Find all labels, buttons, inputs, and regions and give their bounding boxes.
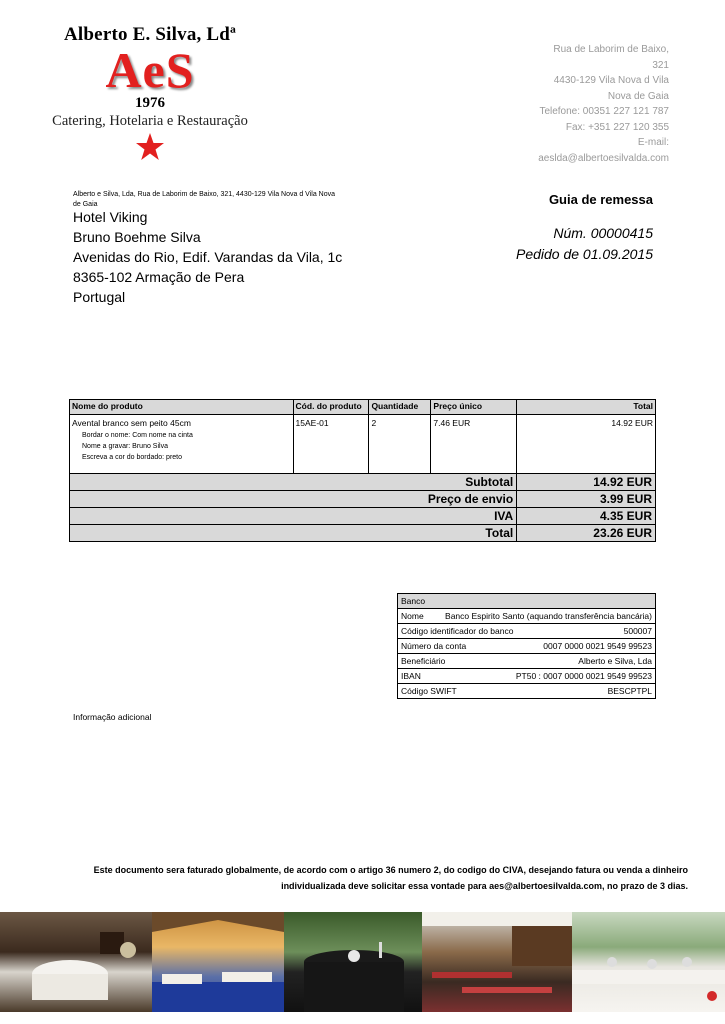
product-unit-price: 7.46 EUR bbox=[431, 415, 517, 490]
bank-name-label: Nome bbox=[401, 611, 424, 621]
shipping-label: Preço de envio bbox=[70, 491, 517, 508]
subtotal-label: Subtotal bbox=[70, 474, 517, 491]
product-name: Avental branco sem peito 45cm bbox=[72, 418, 191, 428]
bank-swift-value: BESCPTPL bbox=[607, 686, 652, 696]
product-code: 15AE-01 bbox=[293, 415, 369, 490]
bank-row bbox=[398, 684, 656, 699]
bank-header: Banco bbox=[398, 594, 656, 609]
product-total: 14.92 EUR bbox=[517, 415, 656, 490]
logo-monogram: AeS bbox=[105, 42, 195, 98]
bank-beneficiary-label: Beneficiário bbox=[401, 656, 446, 666]
total-label: Total bbox=[70, 525, 517, 542]
totals-row-shipping bbox=[70, 491, 656, 508]
address-email: aeslda@albertoesilvalda.com bbox=[538, 152, 669, 164]
shipping-value: 3.99 EUR bbox=[517, 491, 656, 508]
bank-details-table bbox=[397, 593, 656, 699]
recipient-country: Portugal bbox=[73, 289, 126, 305]
address-fax: Fax: +351 227 120 355 bbox=[565, 121, 669, 133]
recipient-street: Avenidas do Rio, Edif. Varandas da Vila, 1c bbox=[73, 249, 343, 265]
subtotal-value: 14.92 EUR bbox=[517, 474, 656, 491]
header-product-name: Nome do produto bbox=[70, 400, 294, 415]
header-product-code: Cód. do produto bbox=[293, 400, 369, 415]
footer-note-line: individualizada deve solicitar essa vontade para aes@albertoesilvalda.com, no prazo de 3 dias. bbox=[281, 881, 688, 891]
logo-company-name: Alberto E. Silva, Ldª bbox=[64, 24, 236, 45]
address-line: Nova de Gaia bbox=[607, 90, 669, 102]
product-option: Bordar o nome: Com nome na cinta bbox=[82, 432, 193, 439]
restaurant-photo bbox=[422, 912, 572, 1012]
bank-swift-cell bbox=[398, 684, 656, 699]
totals-table bbox=[69, 473, 656, 542]
header-quantity: Quantidade bbox=[369, 400, 431, 415]
bank-code-cell bbox=[398, 624, 656, 639]
bank-account-cell bbox=[398, 639, 656, 654]
footer-note-line: Este documento sera faturado globalmente, de acordo com o artigo 36 numero 2, do codigo do CIVA, desejando fatura ou venda a dinheiro bbox=[93, 865, 688, 875]
totals-row-vat bbox=[70, 508, 656, 525]
address-line: 4430-129 Vila Nova d Vila bbox=[553, 75, 669, 86]
address-line: Rua de Laborim de Baixo, bbox=[553, 44, 669, 55]
bank-account-label: Número da conta bbox=[401, 641, 467, 651]
vat-label: IVA bbox=[70, 508, 517, 525]
bank-iban-cell bbox=[398, 669, 656, 684]
recipient-city: 8365-102 Armação de Pera bbox=[73, 269, 245, 285]
logo-year: 1976 bbox=[135, 95, 165, 111]
bank-account-value: 0007 0000 0021 9549 99523 bbox=[543, 641, 652, 651]
bank-row bbox=[398, 669, 656, 684]
total-value: 23.26 EUR bbox=[517, 525, 656, 542]
order-date: Pedido de 01.09.2015 bbox=[515, 246, 653, 262]
star-icon bbox=[30, 133, 270, 166]
recipient-address bbox=[73, 207, 342, 307]
bank-beneficiary-cell bbox=[398, 654, 656, 669]
sender-line: Alberto e Silva, Lda, Rua de Laborim de Baixo, 321, 4430-129 Vila Nova d Vila Nova de Gaia bbox=[73, 191, 336, 208]
restaurant-photo bbox=[0, 912, 152, 1012]
recipient-name: Hotel Viking bbox=[73, 209, 148, 225]
additional-info-label: Informação adicional bbox=[73, 712, 152, 722]
bank-code-label: Código identificador do banco bbox=[401, 626, 514, 636]
bank-row bbox=[398, 609, 656, 624]
address-email-label: E-mail: bbox=[637, 137, 669, 148]
bank-swift-label: Código SWIFT bbox=[401, 686, 457, 696]
restaurant-photo bbox=[572, 912, 725, 1012]
vat-value: 4.35 EUR bbox=[517, 508, 656, 525]
address-line: 321 bbox=[652, 59, 669, 71]
company-address bbox=[499, 42, 669, 166]
document-number: Núm. 00000415 bbox=[553, 225, 653, 241]
bank-code-value: 500007 bbox=[623, 626, 652, 636]
footer-note bbox=[30, 862, 688, 894]
bank-beneficiary-value: Alberto e Silva, Lda bbox=[578, 656, 652, 666]
bank-row bbox=[398, 639, 656, 654]
recipient-contact: Bruno Boehme Silva bbox=[73, 229, 201, 245]
header-total: Total bbox=[517, 400, 656, 415]
photo-strip bbox=[0, 912, 725, 1024]
totals-row-subtotal bbox=[70, 474, 656, 491]
product-option: Escreva a cor do bordado: preto bbox=[82, 454, 183, 461]
bank-name-cell bbox=[398, 609, 656, 624]
totals-row-total bbox=[70, 525, 656, 542]
product-table-header bbox=[70, 400, 656, 415]
bank-row bbox=[398, 624, 656, 639]
bank-iban-label: IBAN bbox=[401, 671, 421, 681]
logo-tagline: Catering, Hotelaria e Restauração bbox=[52, 113, 248, 129]
bank-row bbox=[398, 654, 656, 669]
restaurant-photo bbox=[284, 912, 422, 1012]
product-quantity: 2 bbox=[369, 415, 431, 490]
restaurant-photo bbox=[152, 912, 284, 1012]
address-phone: Telefone: 00351 227 121 787 bbox=[539, 106, 669, 117]
bank-iban-value: PT50 : 0007 0000 0021 9549 99523 bbox=[515, 671, 652, 681]
header-unit-price: Preço único bbox=[431, 400, 517, 415]
document-title: Guia de remessa bbox=[548, 192, 653, 207]
product-option: Nome a gravar: Bruno Silva bbox=[82, 443, 168, 450]
bank-name-value: Banco Espirito Santo (aquando transferência bancária) bbox=[445, 611, 652, 621]
company-logo bbox=[30, 22, 270, 172]
